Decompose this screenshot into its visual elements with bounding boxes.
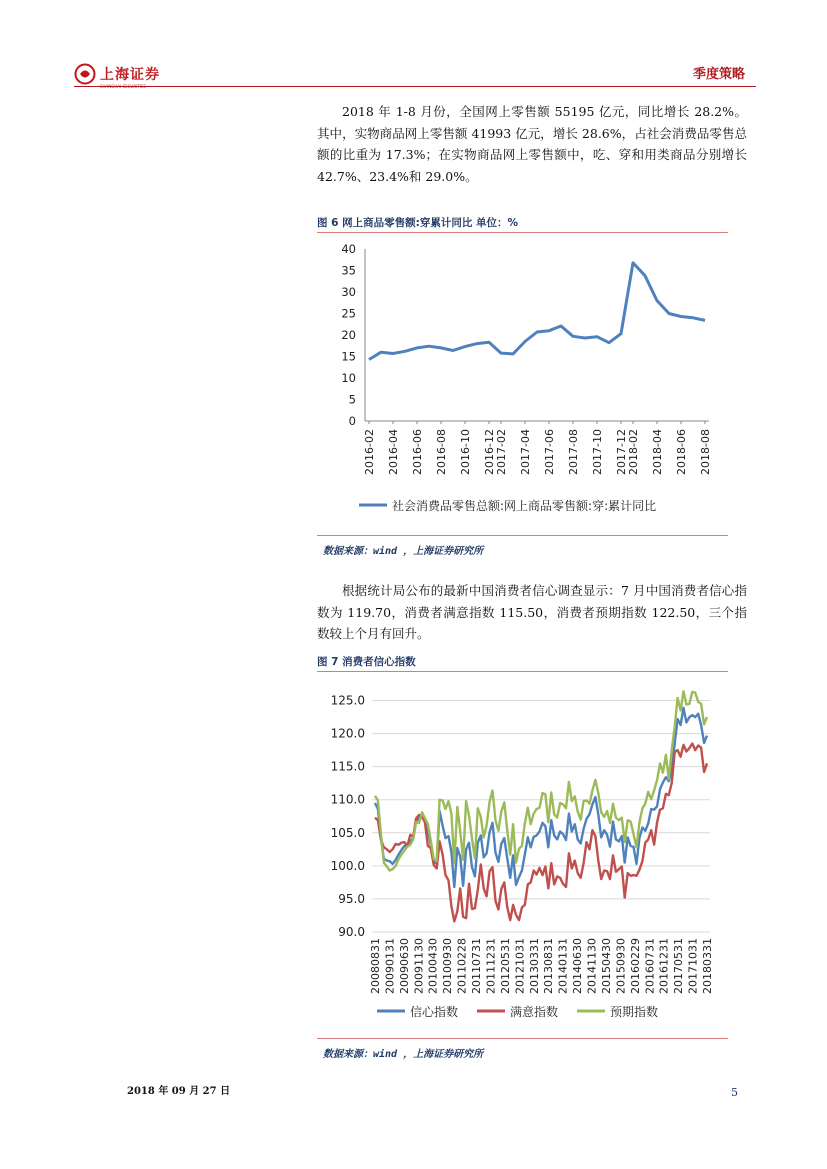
paragraph-text: 2018 年 1-8 月份，全国网上零售额 55195 亿元，同比增长 28.2%。其中，实物商品网上零售额 41993 亿元，增长 28.6%，占社会消费品零售总额的比重为 17.3%；在实物商品网上零售额中，吃、穿和用类商品分别增长 42.7%、23.4%和 29.0%。 [317, 104, 747, 184]
x-tick-label: 20110731 [470, 938, 484, 994]
y-tick-label: 40 [341, 242, 356, 256]
x-tick-label: 2016-08 [435, 429, 448, 475]
figure7-source: 数据来源：wind ，上海证券研究所 [323, 1049, 484, 1060]
x-tick-label: 20091130 [412, 938, 426, 994]
x-tick-label: 2016-12 [483, 429, 496, 475]
x-tick-label: 20111231 [484, 938, 498, 994]
y-tick-label: 25 [341, 306, 356, 321]
header-divider [74, 86, 756, 87]
x-tick-label: 2018-06 [675, 429, 688, 475]
x-tick-label: 20130331 [527, 938, 541, 994]
paragraph-consumer-confidence [317, 580, 747, 645]
legend-label: 预期指数 [610, 1005, 659, 1019]
x-tick-label: 20130831 [542, 938, 556, 994]
y-tick-label: 120.0 [330, 726, 365, 741]
y-tick-label: 35 [341, 263, 356, 278]
chart-apparel-online-sales [317, 236, 728, 532]
x-tick-label: 20140131 [556, 938, 570, 994]
x-tick-label: 2016-10 [459, 429, 472, 475]
x-tick-label: 2018-08 [699, 429, 712, 475]
y-tick-label: 30 [341, 285, 356, 299]
footer-date: 2018 年 09 月 27 日 [127, 1086, 231, 1097]
x-tick-label: 20090131 [383, 938, 397, 994]
logo-text: 上海证券 [100, 67, 160, 83]
x-tick-label: 20140630 [571, 938, 585, 994]
x-tick-label: 2016-02 [363, 429, 376, 475]
figure7-top-rule [317, 671, 728, 672]
x-tick-label: 20150930 [614, 938, 628, 994]
legend-label: 信心指数 [410, 1005, 459, 1019]
x-tick-label: 20160229 [628, 938, 642, 994]
paragraph-text: 根据统计局公布的最新中国消费者信心调查显示：7 月中国消费者信心指数为 119.70，消费者满意指数 115.50，消费者预期指数 122.50，三个指数较上个月有回升。 [317, 583, 747, 641]
x-tick-label: 2018-04 [651, 429, 664, 475]
x-tick-label: 20110228 [455, 938, 469, 994]
x-tick-label: 2017-06 [543, 429, 556, 475]
x-tick-label: 2017-08 [567, 429, 580, 475]
header-title: 季度策略 [692, 67, 745, 82]
x-tick-label: 20121031 [513, 938, 527, 994]
x-tick-label: 2017-12 [615, 429, 628, 475]
y-tick-label: 20 [341, 328, 356, 342]
x-tick-label: 20160731 [643, 938, 657, 994]
x-tick-label: 20120531 [498, 938, 512, 994]
x-tick-label: 20161231 [657, 938, 671, 994]
x-tick-label: 2017-02 [495, 429, 508, 475]
x-tick-label: 20170531 [672, 938, 686, 994]
x-tick-label: 20080831 [369, 938, 382, 994]
x-tick-label: 20180331 [701, 938, 714, 994]
figure7-title: 图 7 消费者信心指数 [317, 656, 416, 668]
y-tick-label: 15 [341, 349, 356, 364]
y-tick-label: 100.0 [330, 858, 365, 873]
x-tick-label: 2016-06 [411, 429, 424, 475]
figure7-bottom-rule [317, 1038, 728, 1039]
figure6-top-rule [317, 232, 728, 233]
figure6-title: 图 6 网上商品零售额:穿累计同比 单位：% [317, 217, 518, 229]
y-tick-label: 115.0 [330, 759, 365, 774]
x-tick-label: 20150430 [599, 938, 613, 994]
x-tick-label: 20141130 [585, 938, 599, 994]
company-logo [74, 60, 160, 88]
chart-consumer-confidence [317, 676, 728, 1034]
y-tick-label: 110.0 [330, 792, 365, 807]
y-tick-label: 10 [341, 371, 356, 385]
page-number: 5 [731, 1086, 738, 1099]
logo-seal-icon [74, 63, 96, 85]
x-tick-label: 20100930 [441, 938, 455, 994]
series-line [375, 691, 707, 870]
x-tick-label: 2017-04 [519, 429, 532, 475]
paragraph-online-retail [317, 101, 747, 187]
figure6-bottom-rule [317, 535, 728, 536]
x-tick-label: 2016-04 [387, 429, 400, 475]
x-tick-label: 20090630 [397, 938, 411, 994]
x-tick-label: 2017-10 [591, 429, 604, 475]
y-tick-label: 105.0 [330, 825, 365, 840]
x-tick-label: 20171031 [686, 938, 700, 994]
legend-label: 满意指数 [510, 1005, 559, 1019]
legend-label: 社会消费品零售总额:网上商品零售额:穿:累计同比 [392, 499, 657, 513]
y-tick-label: 125.0 [330, 693, 365, 708]
y-tick-label: 0 [348, 414, 356, 428]
series-line [369, 263, 705, 360]
logo-subtext: SHANGHAI SECURITIES [100, 84, 147, 89]
figure6-source: 数据来源：wind ，上海证券研究所 [323, 546, 484, 557]
y-tick-label: 90.0 [338, 925, 365, 939]
y-tick-label: 5 [348, 392, 356, 407]
y-tick-label: 95.0 [338, 891, 365, 906]
x-tick-label: 2018-02 [627, 429, 640, 475]
x-tick-label: 20100430 [426, 938, 440, 994]
